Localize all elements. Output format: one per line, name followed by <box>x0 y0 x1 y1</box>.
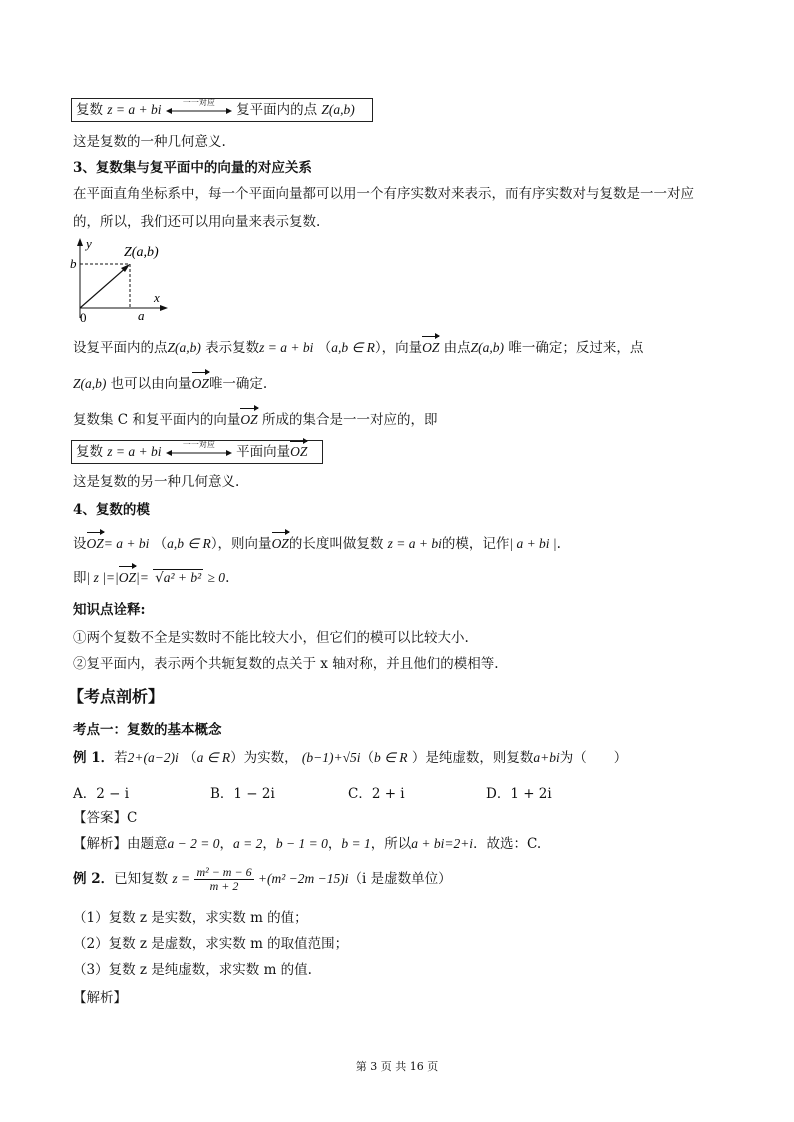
question-2: （2）复数 z 是虚数，求实数 m 的取值范围； <box>73 936 349 952</box>
box-right-text: 复平面内的点 <box>236 102 318 118</box>
question-1: （1）复数 z 是实数，求实数 m 的值； <box>73 910 308 926</box>
note-item: ②复平面内，表示两个共轭复数的点关于 x 轴对称，并且他们的模相等. <box>73 656 499 672</box>
origin-label: 0 <box>80 310 87 325</box>
paragraph: 在平面直角坐标系中，每一个平面向量都可以用一个有序实数对来表示，而有序实数对与复数是一一对应 <box>73 186 694 202</box>
answer: 【答案】C <box>73 810 138 826</box>
note-item: ①两个复数不全是实数时不能比较大小，但它们的模可以比较大小. <box>73 630 469 646</box>
kaodian-title: 考点一：复数的基本概念 <box>73 722 222 738</box>
box-right-expr: Z(a,b) <box>321 102 355 117</box>
section-title: 【考点剖析】 <box>68 687 165 706</box>
box-left-text: 复数 <box>76 102 103 118</box>
bidirectional-arrow-icon: 一一对应 <box>166 102 232 120</box>
box-expr: z = a + bi <box>107 102 162 117</box>
notes-title: 知识点诠释: <box>73 602 146 618</box>
option-b: B．1 − 2i <box>210 786 275 802</box>
option-c: C．2 + i <box>348 786 405 802</box>
jiexi-label: 【解析】 <box>73 990 127 1006</box>
vector-oz: OZ <box>422 338 439 358</box>
paragraph: 复数集 C 和复平面内的向量OZ 所成的集合是一一对应的，即 <box>73 412 438 428</box>
paragraph: 设OZ= a + bi （a,b ∈ R），则向量OZ的长度叫做复数 z = a + bi的模，记作| a + bi |. <box>73 536 561 552</box>
text-line: 这是复数的一种几何意义. <box>73 134 226 150</box>
page-footer: 第 3 页 共 16 页 <box>355 1060 439 1073</box>
paragraph: 设复平面内的点Z(a,b) 表示复数z = a + bi （a,b ∈ R），向量OZ 由点Z(a,b) 唯一确定；反过来，点 <box>73 340 644 356</box>
paragraph: 的，所以，我们还可以用向量来表示复数. <box>73 214 321 230</box>
option-d: D．1 + 2i <box>486 786 552 802</box>
heading-4: 4、复数的模 <box>73 502 150 518</box>
point-label: Z(a,b) <box>124 245 159 260</box>
a-label: a <box>138 308 145 323</box>
example-2: 例 2．已知复数 z = $\frac{\text{m² − m − 6}}{m + 2}$ +(m² −2m −15)i（i 是虚数单位） <box>73 865 452 893</box>
bidirectional-arrow-icon: 一一对应 <box>166 444 232 462</box>
heading-3: 3、复数集与复平面中的向量的对应关系 <box>73 160 312 176</box>
fraction: $\frac{\text{m² − m − 6}}{m + 2}$ <box>196 865 252 893</box>
vector-oz: OZ <box>240 410 257 430</box>
b-label: b <box>70 256 77 271</box>
vector-diagram <box>68 236 178 326</box>
text-line: 这是复数的另一种几何意义. <box>73 474 240 490</box>
paragraph: Z(a,b) 也可以由向量OZ唯一确定. <box>73 376 268 392</box>
vector-oz: OZ <box>192 374 209 394</box>
example-1: 例 1．若2+(a−2)i （a ∈ R）为实数， (b−1)+√5i（b ∈ R ）是纯虚数，则复数a+bi为（ ） <box>73 750 628 766</box>
modulus-formula: 即| z |=|OZ|= √a² + b² ≥ 0. <box>73 570 230 586</box>
option-a: A．2 − i <box>73 786 130 802</box>
analysis: 【解析】由题意a − 2 = 0，a = 2，b − 1 = 0，b = 1，所以a + bi=2+i．故选：C. <box>73 836 542 852</box>
correspondence-box-point <box>71 98 373 122</box>
question-3: （3）复数 z 是纯虚数，求实数 m 的值. <box>73 962 312 978</box>
y-axis-label: y <box>86 236 92 251</box>
correspondence-box-vector: 复数 z = a + bi 一一对应 平面向量OZ <box>71 440 323 464</box>
x-axis-label: x <box>154 290 160 305</box>
